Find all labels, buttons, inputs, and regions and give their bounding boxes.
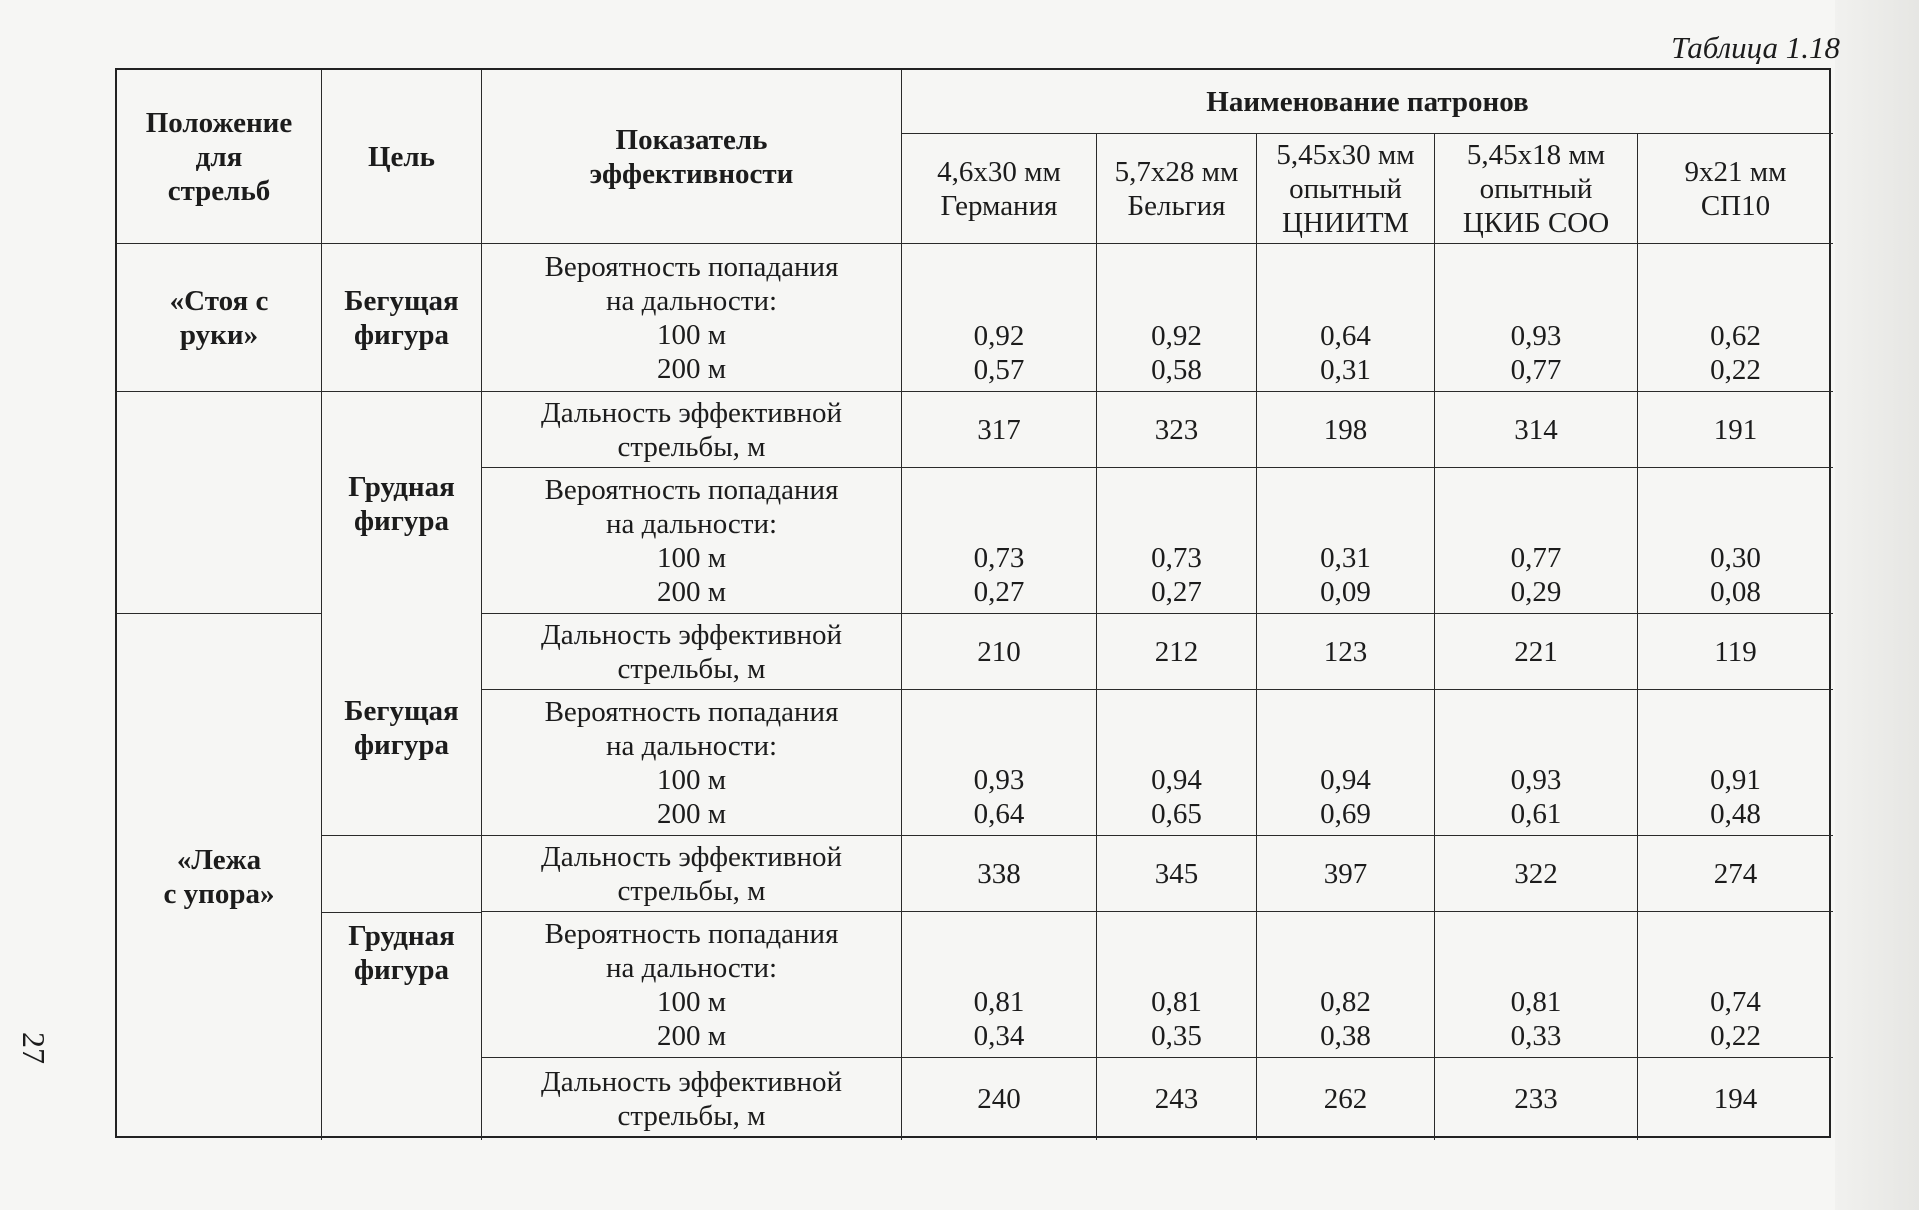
prob-cell: 0,92 0,57: [902, 244, 1097, 392]
prob-cell: 0,94 0,65: [1097, 690, 1257, 836]
indicator-range: Дальность эффективной стрельбы, м: [482, 392, 902, 468]
cartridge-effectiveness-table: [115, 68, 1831, 1138]
empty-cell: [117, 468, 322, 614]
empty-cell: [117, 392, 322, 468]
prob-cell: 0,73 0,27: [902, 468, 1097, 614]
range-cell: 243: [1097, 1058, 1257, 1140]
range-cell: 345: [1097, 836, 1257, 912]
range-cell: 210: [902, 614, 1097, 690]
range-cell: 123: [1257, 614, 1435, 690]
target-chest-1: Грудная фигура: [322, 468, 482, 690]
indicator-range: Дальность эффективной стрельбы, м: [482, 1058, 902, 1140]
range-cell: 338: [902, 836, 1097, 912]
indicator-probability: Вероятность попадания на дальности: 100 м 200 м: [482, 244, 902, 392]
target-running-1: Бегущая фигура: [322, 244, 482, 392]
range-cell: 322: [1435, 836, 1638, 912]
prob-cell: 0,93 0,77: [1435, 244, 1638, 392]
header-cartridge-2: 5,7х28 мм Бельгия: [1097, 134, 1257, 244]
prob-cell: 0,92 0,58: [1097, 244, 1257, 392]
empty-cell: [322, 836, 482, 912]
prob-cell: 0,77 0,29: [1435, 468, 1638, 614]
header-cartridge-1: 4,6х30 мм Германия: [902, 134, 1097, 244]
indicator-range: Дальность эффективной стрельбы, м: [482, 836, 902, 912]
range-cell: 323: [1097, 392, 1257, 468]
range-cell: 233: [1435, 1058, 1638, 1140]
empty-cell: [322, 392, 482, 468]
indicator-probability: Вероятность попадания на дальности: 100 м 200 м: [482, 468, 902, 614]
prob-cell: 0,74 0,22: [1638, 912, 1833, 1058]
prob-cell: 0,30 0,08: [1638, 468, 1833, 614]
range-cell: 119: [1638, 614, 1833, 690]
range-cell: 262: [1257, 1058, 1435, 1140]
header-target: Цель: [322, 70, 482, 244]
range-cell: 221: [1435, 614, 1638, 690]
range-cell: 191: [1638, 392, 1833, 468]
target-chest-2: Грудная фигура: [322, 912, 482, 1140]
table-caption: Таблица 1.18: [1671, 30, 1840, 65]
target-running-2: Бегущая фигура: [322, 690, 482, 836]
position-standing: «Стоя с руки»: [117, 244, 322, 392]
position-lying: «Лежа с упора»: [117, 614, 322, 1140]
range-cell: 274: [1638, 836, 1833, 912]
range-cell: 198: [1257, 392, 1435, 468]
prob-cell: 0,91 0,48: [1638, 690, 1833, 836]
header-position: Положение для стрельб: [117, 70, 322, 244]
indicator-probability: Вероятность попадания на дальности: 100 м 200 м: [482, 912, 902, 1058]
header-cartridges-title: Наименование патронов: [902, 70, 1833, 134]
range-cell: 212: [1097, 614, 1257, 690]
prob-cell: 0,81 0,33: [1435, 912, 1638, 1058]
prob-cell: 0,81 0,35: [1097, 912, 1257, 1058]
header-cartridge-5: 9х21 мм СП10: [1638, 134, 1833, 244]
header-indicator: Показатель эффективности: [482, 70, 902, 244]
prob-cell: 0,93 0,64: [902, 690, 1097, 836]
prob-cell: 0,93 0,61: [1435, 690, 1638, 836]
range-cell: 314: [1435, 392, 1638, 468]
range-cell: 397: [1257, 836, 1435, 912]
prob-cell: 0,31 0,09: [1257, 468, 1435, 614]
page-number: 27: [16, 1032, 52, 1064]
prob-cell: 0,94 0,69: [1257, 690, 1435, 836]
indicator-range: Дальность эффективной стрельбы, м: [482, 614, 902, 690]
range-cell: 317: [902, 392, 1097, 468]
header-cartridge-4: 5,45х18 мм опытный ЦКИБ СОО: [1435, 134, 1638, 244]
prob-cell: 0,62 0,22: [1638, 244, 1833, 392]
prob-cell: 0,82 0,38: [1257, 912, 1435, 1058]
prob-cell: 0,81 0,34: [902, 912, 1097, 1058]
page-edge: [1835, 0, 1919, 1210]
prob-cell: 0,73 0,27: [1097, 468, 1257, 614]
header-cartridge-3: 5,45х30 мм опытный ЦНИИТМ: [1257, 134, 1435, 244]
range-cell: 240: [902, 1058, 1097, 1140]
prob-cell: 0,64 0,31: [1257, 244, 1435, 392]
indicator-probability: Вероятность попадания на дальности: 100 м 200 м: [482, 690, 902, 836]
range-cell: 194: [1713, 1083, 1758, 1115]
